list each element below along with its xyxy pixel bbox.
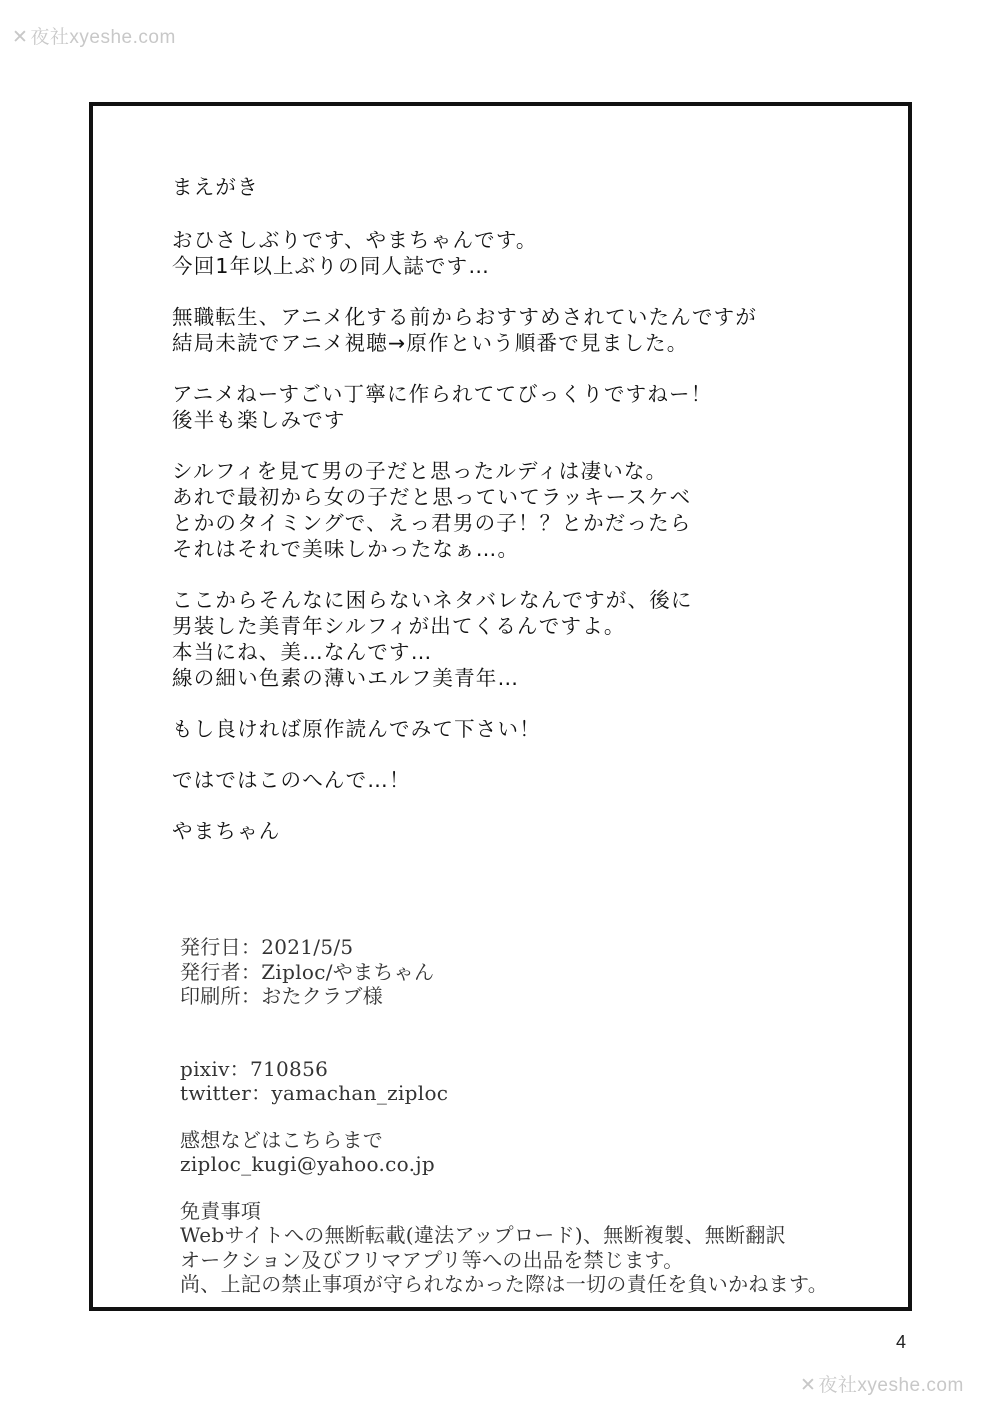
disclaimer-line: Webサイトへの無断転載(違法アップロード)、無断複製、無断翻訳 — [180, 1223, 786, 1247]
contact-label: 感想などはこちらまで — [180, 1127, 383, 1152]
disclaimer — [180, 1199, 880, 1297]
afterword-signature: やまちゃん — [172, 819, 281, 843]
printer: 印刷所：おたクラブ様 — [180, 984, 383, 1008]
pixiv-id: pixiv：710856 — [180, 1056, 329, 1081]
watermark-text: 夜社xyeshe.com — [30, 27, 176, 48]
contact-info — [180, 1128, 880, 1177]
afterword-paragraph: ここからそんなに困らないネタバレなんですが、後に 男装した美青年シルフィが出てくるんですよ。 本当にね、美…なんです… 線の細い色素の薄いエルフ美青年… — [172, 588, 693, 690]
afterword-paragraph: シルフィを見て男の子だと思ったルディは凄いな。 あれで最初から女の子だと思っていてラッキースケベ とかのタイミングで、えっ君男の子！？とかだったら それはそれで美味しかったなぁ…。 — [172, 459, 692, 561]
page-number: 4 — [896, 1332, 907, 1352]
watermark-x-icon: ✕ — [800, 1375, 817, 1396]
afterword-paragraph: もし良ければ原作読んでみて下さい！ — [172, 717, 541, 741]
social-links — [180, 1057, 880, 1106]
afterword-heading: まえがき — [172, 175, 259, 199]
afterword-paragraph: アニメねーすごい丁寧に作られててびっくりですねー！ 後半も楽しみです — [172, 382, 713, 432]
watermark-text: 夜社xyeshe.com — [818, 1375, 964, 1396]
colophon — [180, 935, 880, 1297]
afterword-paragraph: 無職転生、アニメ化する前からおすすめされていたんですが 結局未読でアニメ視聴→原作という順番で見ました。 — [172, 305, 758, 355]
publisher: 発行者：Ziploc/やまちゃん — [180, 959, 435, 984]
disclaimer-title: 免責事項 — [180, 1198, 262, 1223]
watermark-x-icon: ✕ — [12, 27, 29, 48]
disclaimer-line: オークション及びフリマアプリ等への出品を禁じます。 — [180, 1247, 684, 1272]
publication-info — [180, 935, 880, 1009]
afterword-section — [172, 174, 852, 869]
watermark-top — [12, 22, 176, 49]
afterword-paragraph: ではではこのへんで…！ — [172, 768, 411, 792]
disclaimer-line: 尚、上記の禁止事項が守られなかった際は一切の責任を負いかねます。 — [180, 1272, 828, 1296]
afterword-paragraph: おひさしぶりです、やまちゃんです。 今回1年以上ぶりの同人誌です… — [172, 228, 538, 278]
contact-email: ziploc_kugi@yahoo.co.jp — [180, 1152, 435, 1176]
twitter-handle: twitter：yamachan_ziploc — [180, 1081, 449, 1105]
publish-date: 発行日：2021/5/5 — [180, 935, 354, 959]
watermark-bottom — [800, 1370, 964, 1397]
